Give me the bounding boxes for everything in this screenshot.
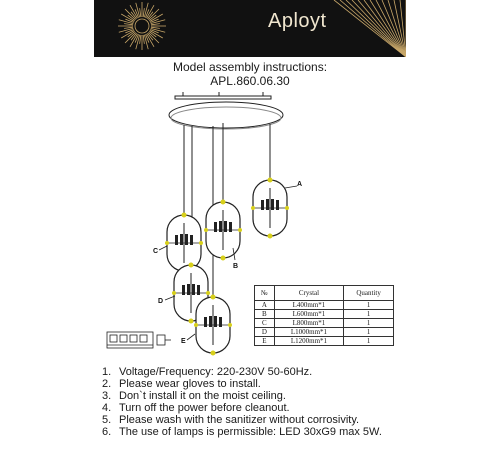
instruction-number: 5. [102,414,112,426]
table-row [255,301,394,310]
instruction-number: 1. [102,366,112,378]
table-row [255,337,394,346]
model-number: APL.860.06.30 [210,74,290,88]
instruction-item [102,402,382,414]
ceiling-canopy [169,102,283,128]
crystal-table [254,285,394,346]
brand-header [94,0,406,57]
instruction-item [102,378,382,390]
label-e: E [181,338,186,345]
instruction-item [102,426,382,438]
doc-title: Model assembly instructions: [172,60,328,74]
instruction-text: Turn off the power before cleanout. [119,402,290,414]
ceiling-bar [175,96,271,99]
label-a: A [297,181,303,188]
instructions-list [102,366,382,438]
table-cell-crystal: L800mm*1 [274,319,343,328]
table-header-quantity: Quantity [344,286,394,301]
table-cell-crystal: L1000mm*1 [274,328,343,337]
table-cell-id: D [255,328,275,337]
brand-logo-text: Aployt [268,10,327,32]
label-b: B [233,263,239,270]
table-row [255,310,394,319]
table-cell-id: C [255,319,275,328]
instruction-item [102,414,382,426]
label-d: D [158,298,164,305]
instruction-number: 4. [102,402,112,414]
instruction-text: Don`t install it on the moist ceiling. [119,390,286,402]
table-cell-quantity: 1 [344,310,394,319]
table-row [255,319,394,328]
instruction-item [102,390,382,402]
table-cell-quantity: 1 [344,328,394,337]
table-cell-quantity: 1 [344,337,394,346]
table-cell-id: B [255,310,275,319]
table-cell-crystal: L400mm*1 [274,301,343,310]
instruction-text: The use of lamps is permissible: LED 30xG9 max 5W. [119,426,382,438]
instruction-text: Voltage/Frequency: 220-230V 50-60Hz. [119,366,313,378]
table-cell-quantity: 1 [344,301,394,310]
table-header-number: № [255,286,275,301]
instruction-item [102,366,382,378]
pendant-a [251,178,289,239]
instruction-text: Please wear gloves to install. [119,378,261,390]
terminal-block-icon [107,332,171,348]
table-cell-crystal: L1200mm*1 [274,337,343,346]
table-cell-crystal: L600mm*1 [274,310,343,319]
instruction-number: 2. [102,378,112,390]
instruction-number: 3. [102,390,112,402]
instruction-number: 6. [102,426,112,438]
pendant-b [204,200,242,261]
table-header-crystal: Crystal [274,286,343,301]
pendant-c [165,213,203,274]
table-cell-id: A [255,301,275,310]
table-row [255,328,394,337]
table-cell-id: E [255,337,275,346]
table-cell-quantity: 1 [344,319,394,328]
pendant-e [194,295,232,356]
sunburst-logo-icon [94,0,406,57]
instruction-text: Please wash with the sanitizer without corrosivity. [119,414,360,426]
label-c: C [153,248,159,255]
